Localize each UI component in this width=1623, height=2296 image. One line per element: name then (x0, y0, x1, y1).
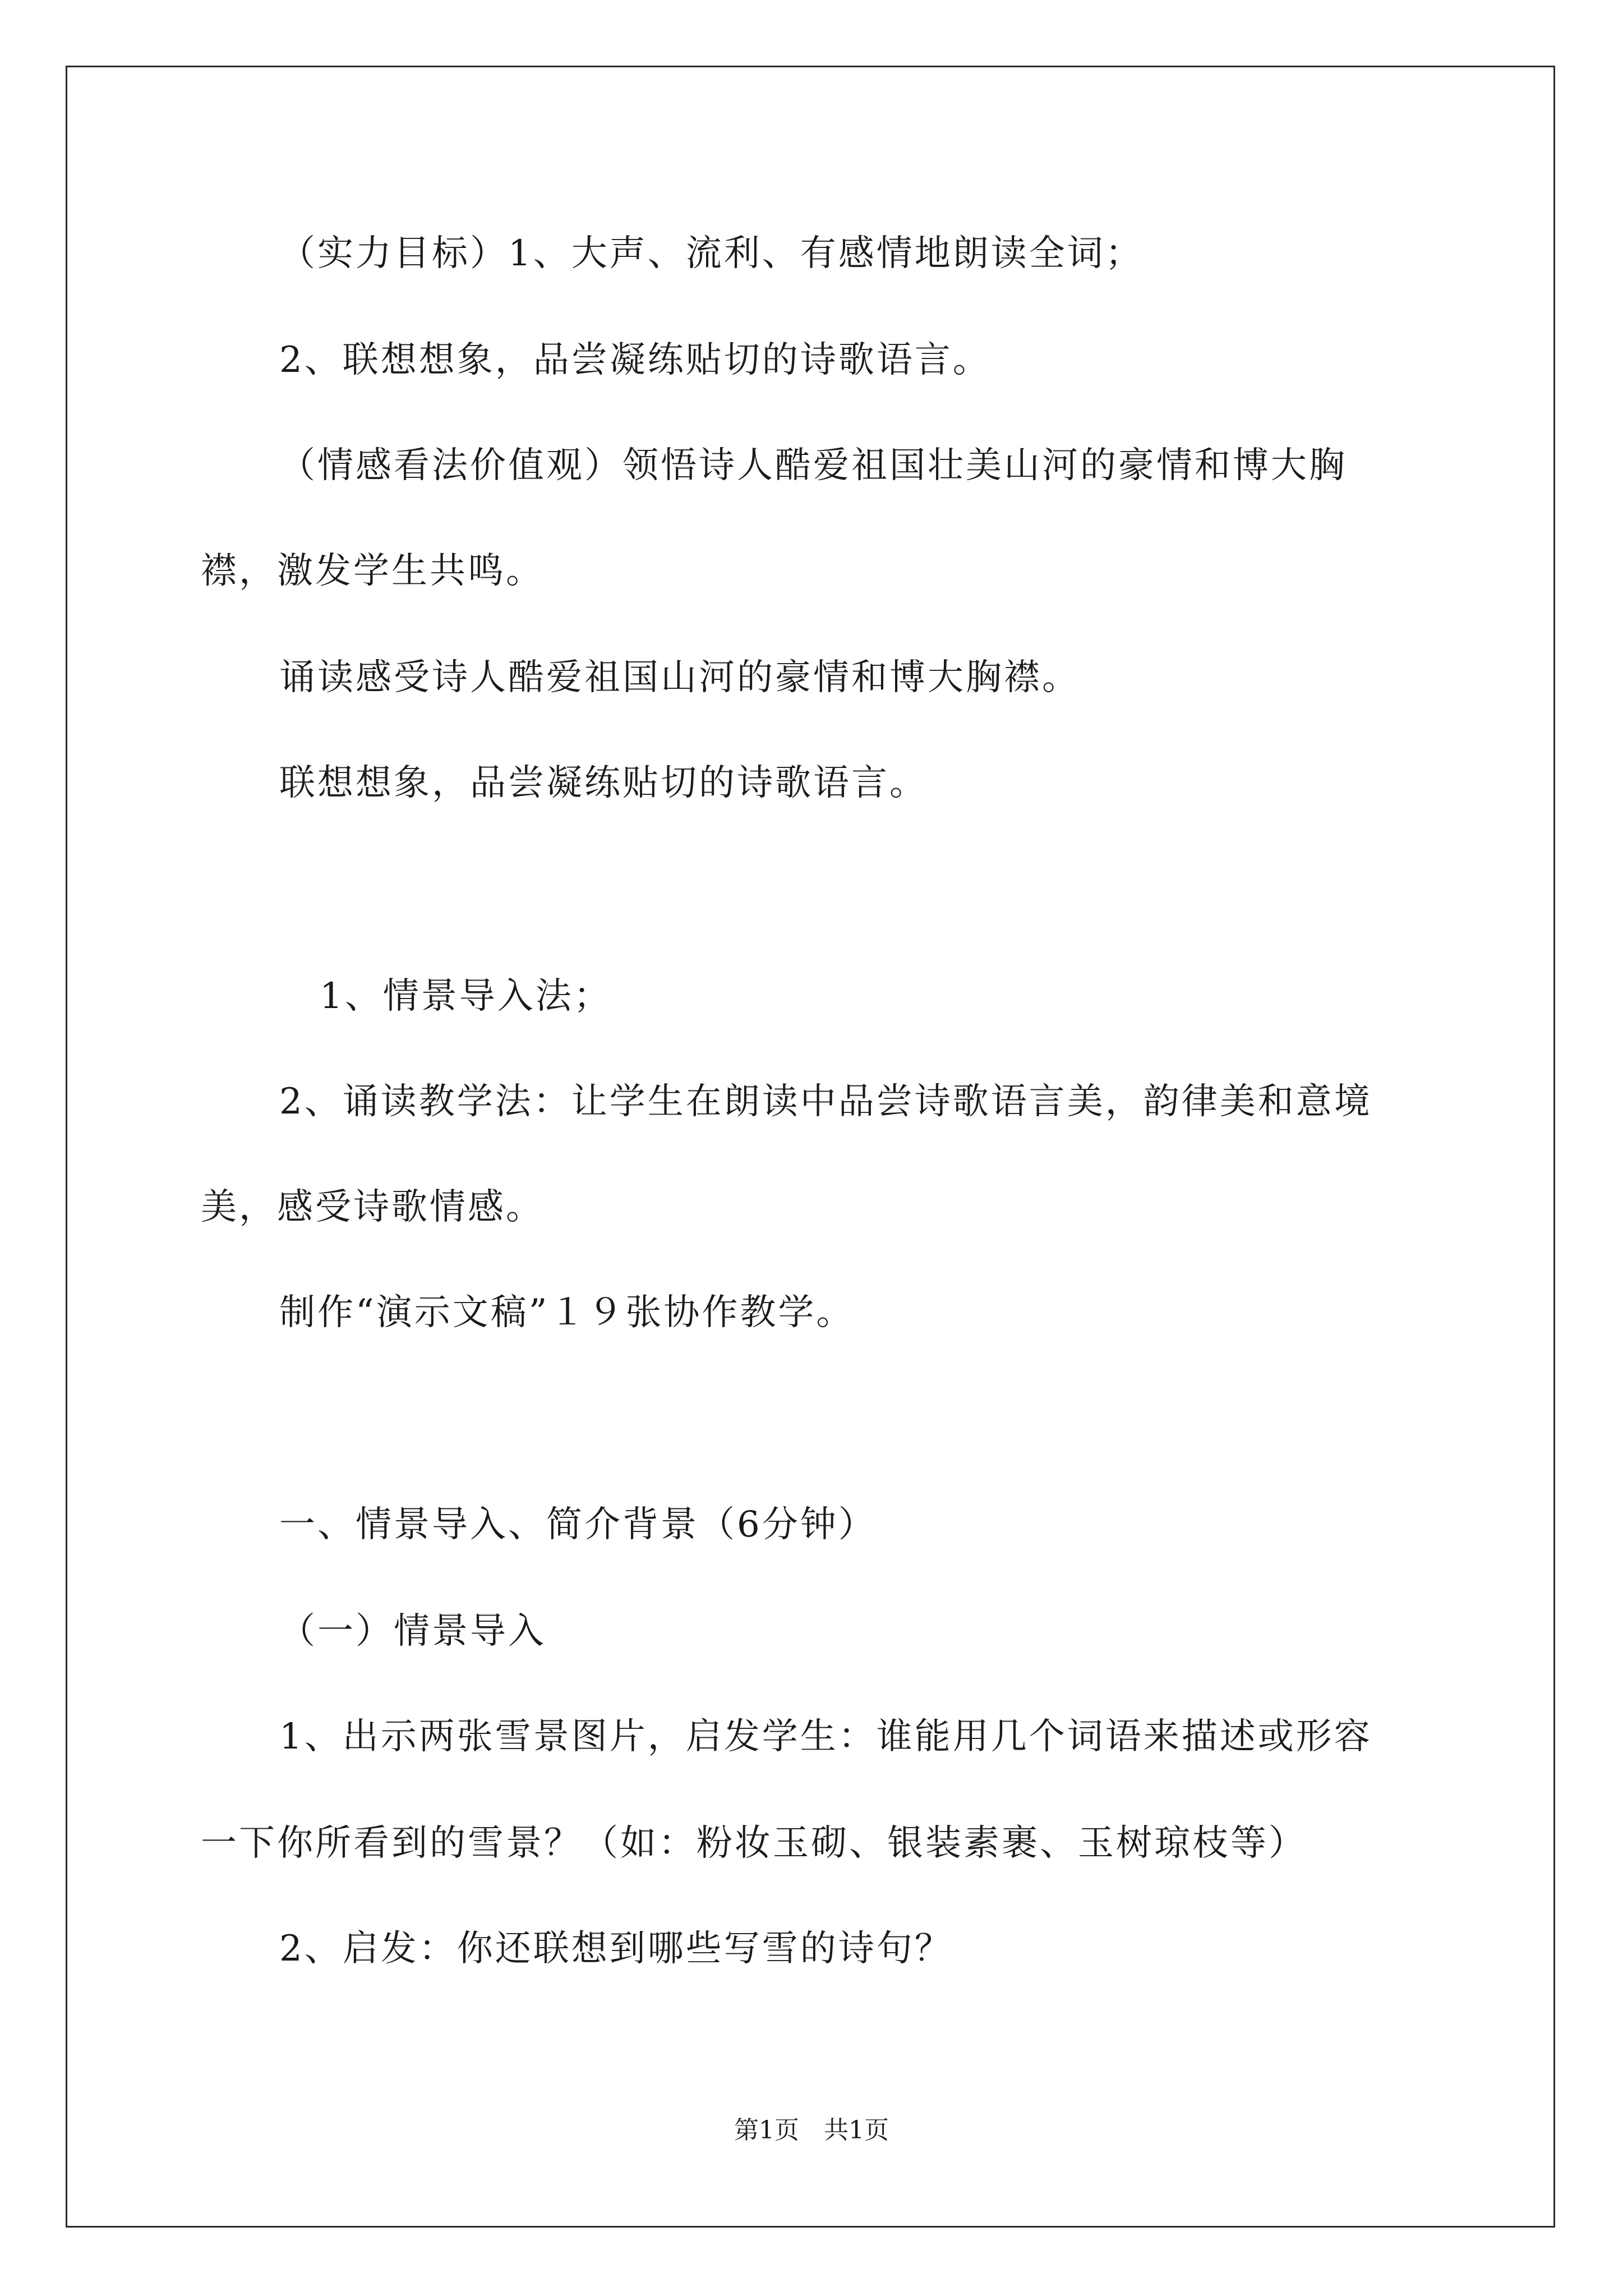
text-line-15: 2、启发：你还联想到哪些写雪的诗句？ (279, 1928, 953, 1970)
page-border (66, 66, 1555, 2228)
text-line-2: 2、联想想象，品尝凝练贴切的诗歌语言。 (279, 339, 991, 381)
text-line-11: 一、情景导入、简介背景（6分钟） (279, 1504, 877, 1545)
text-line-10: 制作“演示文稿”１９张协作教学。 (279, 1292, 855, 1333)
text-line-7: 1、情景导入法； (320, 976, 612, 1017)
text-line-4: 襟，激发学生共鸣。 (201, 550, 544, 592)
text-line-3: （情感看法价值观）领悟诗人酷爱祖国壮美山河的豪情和博大胸 (279, 445, 1347, 486)
page-footer: 第1页 共1页 (734, 2116, 889, 2145)
text-line-1: （实力目标）1、大声、流利、有感情地朗读全词； (279, 233, 1144, 274)
text-line-5: 诵读感受诗人酷爱祖国山河的豪情和博大胸襟。 (279, 657, 1080, 698)
text-line-12: （一）情景导入 (279, 1611, 546, 1652)
text-line-13: 1、出示两张雪景图片，启发学生：谁能用几个词语来描述或形容 (279, 1716, 1372, 1757)
text-line-9: 美，感受诗歌情感。 (201, 1186, 544, 1228)
text-line-8: 2、诵读教学法：让学生在朗读中品尝诗歌语言美，韵律美和意境 (279, 1081, 1372, 1122)
text-line-14: 一下你所看到的雪景？（如：粉妆玉砌、银装素裹、玉树琼枝等） (201, 1823, 1307, 1864)
text-line-6: 联想想象，品尝凝练贴切的诗歌语言。 (279, 762, 928, 804)
